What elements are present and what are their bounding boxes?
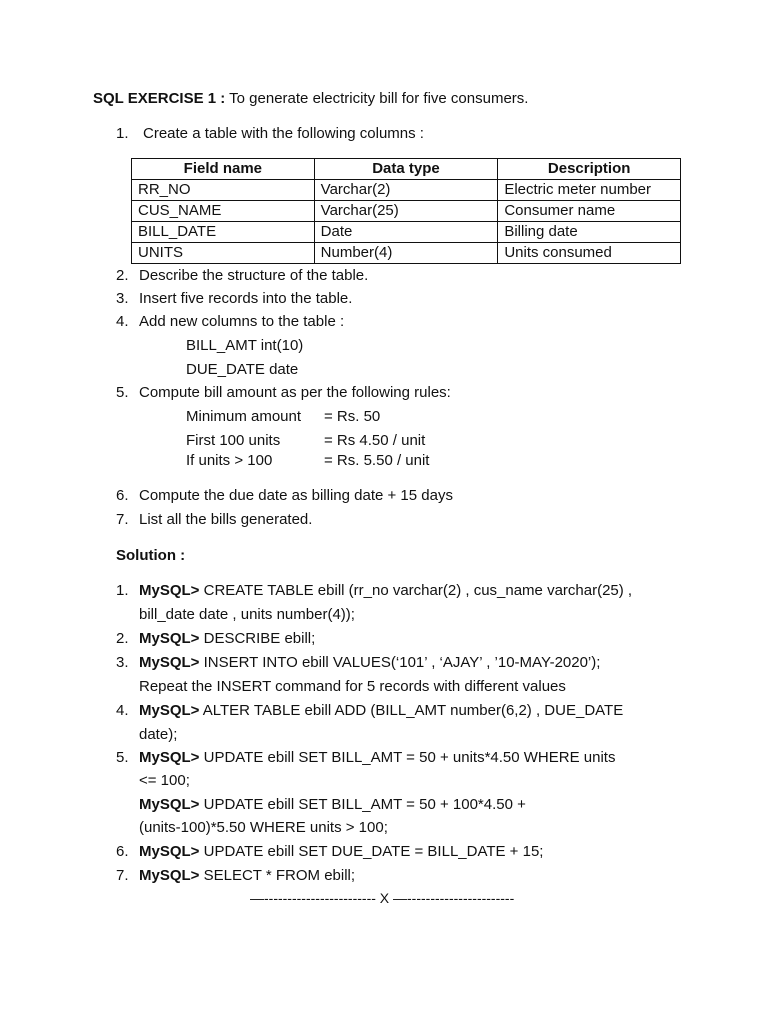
- cell-type: Number(4): [314, 243, 498, 264]
- task-2-text: Describe the structure of the table.: [139, 267, 369, 284]
- solution-4-number: 4.: [116, 702, 129, 719]
- sql-command: DESCRIBE ebill;: [203, 630, 316, 647]
- sql-command: SELECT * FROM ebill;: [203, 867, 356, 884]
- solution-5-continuation-2: (units-100)*5.50 WHERE units > 100;: [139, 819, 388, 836]
- sql-command: ALTER TABLE ebill ADD (BILL_AMT number(6,2) , DUE_DATE: [202, 702, 624, 719]
- fields-table: [131, 158, 681, 264]
- cell-description: Billing date: [498, 222, 681, 243]
- task-5-number: 5.: [116, 384, 129, 401]
- sql-command: UPDATE ebill SET DUE_DATE = BILL_DATE + 15;: [203, 843, 544, 860]
- solution-4-continuation: date);: [139, 726, 178, 743]
- cell-field: UNITS: [132, 243, 315, 264]
- solution-1-continuation: bill_date date , units number(4));: [139, 606, 355, 623]
- table-row: [132, 201, 681, 222]
- new-column-bill-amt: BILL_AMT int(10): [186, 337, 304, 354]
- rule-label: If units > 100: [186, 452, 273, 469]
- exercise-title: [93, 90, 528, 108]
- rule-label: Minimum amount: [186, 408, 302, 425]
- table-header-row: [132, 159, 681, 180]
- sql-command: CREATE TABLE ebill (rr_no varchar(2) , cus_name varchar(25) ,: [203, 582, 633, 599]
- task-7-text: List all the bills generated.: [139, 511, 313, 528]
- solution-7-line: [139, 867, 355, 885]
- task-6-number: 6.: [116, 487, 129, 504]
- cell-description: Units consumed: [498, 243, 681, 264]
- task-4-text: Add new columns to the table :: [139, 313, 345, 330]
- sql-command: UPDATE ebill SET BILL_AMT = 50 + units*4.50 WHERE units: [203, 749, 616, 766]
- header-description: Description: [498, 159, 681, 180]
- solution-3-note: Repeat the INSERT command for 5 records with different values: [139, 678, 566, 695]
- exercise-title-text: To generate electricity bill for five consumers.: [229, 90, 529, 107]
- solution-5-number: 5.: [116, 749, 129, 766]
- cell-description: Electric meter number: [498, 180, 681, 201]
- solution-6-line: [139, 843, 543, 861]
- solution-5-continuation: <= 100;: [139, 772, 190, 789]
- cell-field: BILL_DATE: [132, 222, 315, 243]
- cell-type: Date: [314, 222, 498, 243]
- cell-field: RR_NO: [132, 180, 315, 201]
- mysql-prompt: MySQL>: [139, 867, 200, 884]
- mysql-prompt: MySQL>: [139, 654, 200, 671]
- task-2-number: 2.: [116, 267, 129, 284]
- task-5-text: Compute bill amount as per the following rules:: [139, 384, 451, 401]
- task-1-text: Create a table with the following columns :: [143, 125, 424, 142]
- exercise-title-label: SQL EXERCISE 1 :: [93, 90, 226, 107]
- header-field-name: Field name: [132, 159, 315, 180]
- mysql-prompt: MySQL>: [139, 630, 200, 647]
- rule-label: First 100 units: [186, 432, 281, 449]
- task-7-number: 7.: [116, 511, 129, 528]
- task-6-text: Compute the due date as billing date + 15 days: [139, 487, 453, 504]
- cell-description: Consumer name: [498, 201, 681, 222]
- solution-heading: Solution :: [116, 547, 186, 564]
- sql-command: UPDATE ebill SET BILL_AMT = 50 + 100*4.50 +: [203, 796, 526, 813]
- solution-7-number: 7.: [116, 867, 129, 884]
- solution-6-number: 6.: [116, 843, 129, 860]
- mysql-prompt: MySQL>: [139, 749, 200, 766]
- task-1-number: 1.: [116, 125, 129, 142]
- new-column-due-date: DUE_DATE date: [186, 361, 299, 378]
- mysql-prompt: MySQL>: [139, 702, 200, 719]
- table-row: [132, 180, 681, 201]
- cell-type: Varchar(2): [314, 180, 498, 201]
- solution-4-line: [139, 702, 623, 720]
- table-row: [132, 222, 681, 243]
- task-4-number: 4.: [116, 313, 129, 330]
- task-3-number: 3.: [116, 290, 129, 307]
- task-3-text: Insert five records into the table.: [139, 290, 353, 307]
- solution-2-line: [139, 630, 315, 648]
- rule-value: = Rs 4.50 / unit: [324, 432, 426, 449]
- rule-value: = Rs. 50: [324, 408, 381, 425]
- solution-2-number: 2.: [116, 630, 129, 647]
- end-divider: —------------------------ X —-----------------------: [250, 890, 515, 906]
- table-row: [132, 243, 681, 264]
- solution-1-number: 1.: [116, 582, 129, 599]
- mysql-prompt: MySQL>: [139, 843, 200, 860]
- mysql-prompt: MySQL>: [139, 582, 200, 599]
- cell-field: CUS_NAME: [132, 201, 315, 222]
- sql-command: INSERT INTO ebill VALUES(‘101’ , ‘AJAY’ , ’10-MAY-2020’);: [203, 654, 601, 671]
- rule-value: = Rs. 5.50 / unit: [324, 452, 430, 469]
- solution-5-line-2: [139, 796, 526, 814]
- solution-3-number: 3.: [116, 654, 129, 671]
- solution-5-line: [139, 749, 615, 767]
- header-data-type: Data type: [314, 159, 498, 180]
- cell-type: Varchar(25): [314, 201, 498, 222]
- solution-1-line: [139, 582, 632, 600]
- mysql-prompt: MySQL>: [139, 796, 200, 813]
- solution-3-line: [139, 654, 600, 672]
